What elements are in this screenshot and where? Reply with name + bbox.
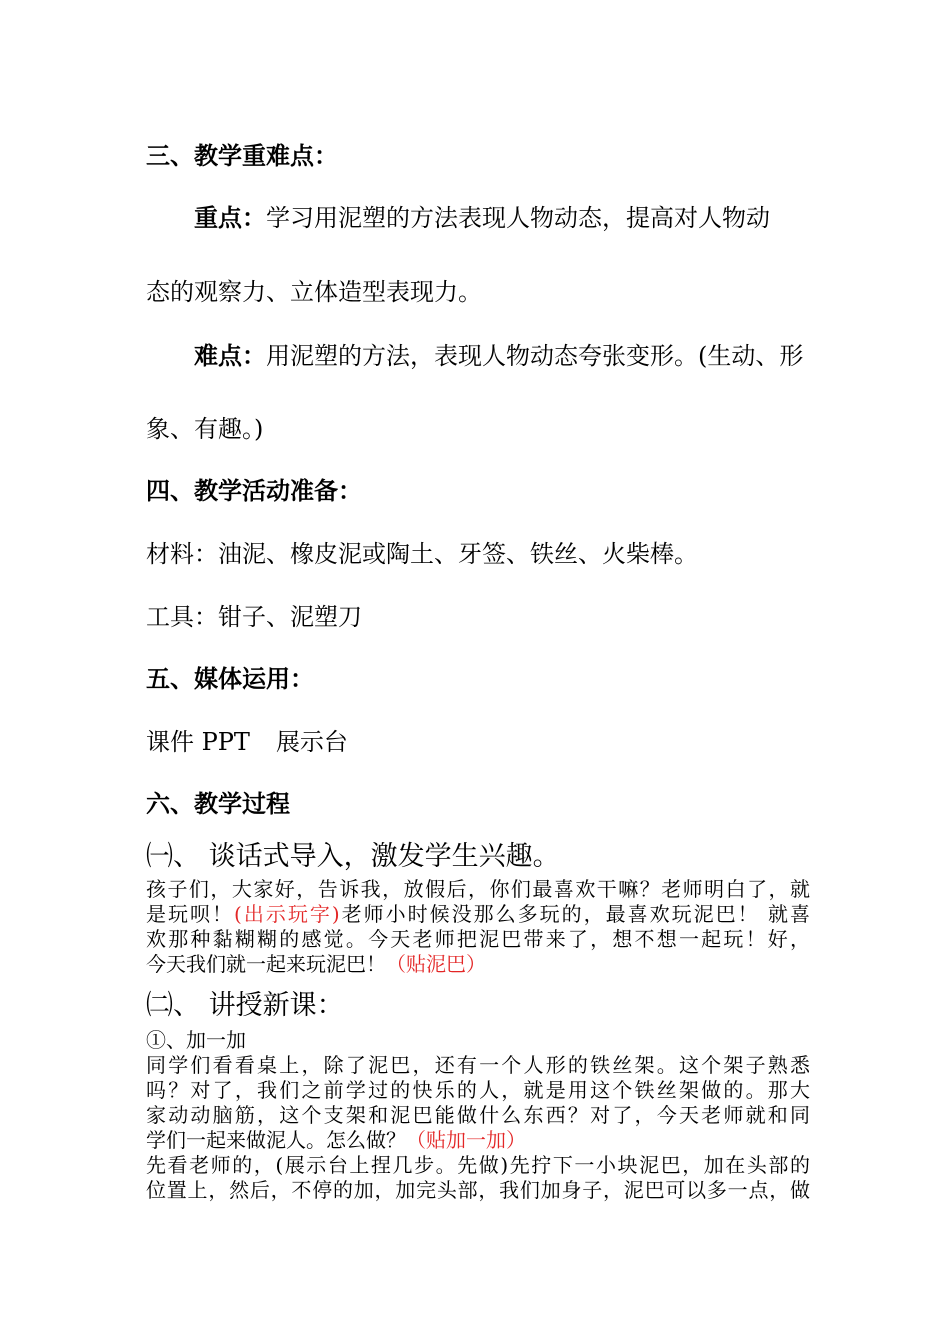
- key-point-line-1: [194, 198, 770, 233]
- key-point-line-2: 态的观察力、立体造型表现力。: [146, 278, 482, 306]
- part-1-line-4: [146, 948, 810, 977]
- part-2-line-6: 位置上，然后，不停的加，加完头部，我们加身子，泥巴可以多一点，做: [146, 1178, 810, 1202]
- show-word-play-note: (出示玩字): [234, 902, 340, 926]
- tools-line: 工具：钳子、泥塑刀: [146, 603, 362, 631]
- part-2-line-4-text: 学们一起来做泥人。怎么做？: [146, 1128, 406, 1152]
- post-clay-note: （贴泥巴）: [386, 952, 486, 976]
- part-2-title: ㈡、 讲授新课：: [146, 990, 344, 1021]
- part-2-line-3: 家动动脑筋，这个支架和泥巴能做什么东西？对了，今天老师就和同: [146, 1103, 810, 1127]
- part-2-line-5: 先看老师的，(展示台上捏几步。先做)先拧下一小块泥巴，加在头部的: [146, 1153, 810, 1177]
- difficulty-label: 难点：: [194, 341, 266, 370]
- difficulty-line-1: [194, 336, 803, 371]
- difficulty-line-2: 象、有趣。): [146, 415, 264, 443]
- section-heading-3: 三、教学重难点：: [146, 141, 338, 170]
- section-heading-6: 六、教学过程: [146, 789, 290, 818]
- post-add-note: （贴加一加）: [406, 1128, 526, 1152]
- part-2-line-2: 吗？对了，我们之前学过的快乐的人，就是用这个铁丝架做的。那大: [146, 1078, 810, 1102]
- part-1-line-1: 孩子们，大家好，告诉我，放假后，你们最喜欢干嘛？老师明白了，就: [146, 877, 810, 901]
- media-line: [146, 722, 348, 757]
- media-item-ppt: 课件 PPT: [146, 728, 250, 756]
- difficulty-text-1: 用泥塑的方法，表现人物动态夸张变形。(生动、形: [266, 342, 804, 370]
- part-1-line-3: 欢那种黏糊糊的感觉。今天老师把泥巴带来了，想不想一起玩！好，: [146, 927, 810, 951]
- section-heading-4: 四、教学活动准备：: [146, 476, 362, 505]
- key-point-text-1: 学习用泥塑的方法表现人物动态，提高对人物动: [266, 204, 770, 232]
- materials-line: 材料：油泥、橡皮泥或陶土、牙签、铁丝、火柴棒。: [146, 540, 698, 568]
- part-1-line-2-text-a: 是玩呗！: [146, 902, 235, 926]
- key-point-label: 重点：: [194, 203, 266, 232]
- section-heading-5: 五、媒体运用：: [146, 664, 314, 693]
- part-1-line-2-text-b: 老师小时候没那么多玩的，最喜欢玩泥巴！ 就喜: [339, 902, 811, 926]
- step-add-title: ①、加一加: [146, 1028, 246, 1052]
- part-1-title: ㈠、 谈话式导入，激发学生兴趣。: [146, 841, 560, 872]
- media-item-projector: 展示台: [275, 728, 348, 756]
- part-2-line-1: 同学们看看桌上，除了泥巴，还有一个人形的铁丝架。这个架子熟悉: [146, 1053, 810, 1077]
- part-1-line-4-text: 今天我们就一起来玩泥巴！: [146, 952, 386, 976]
